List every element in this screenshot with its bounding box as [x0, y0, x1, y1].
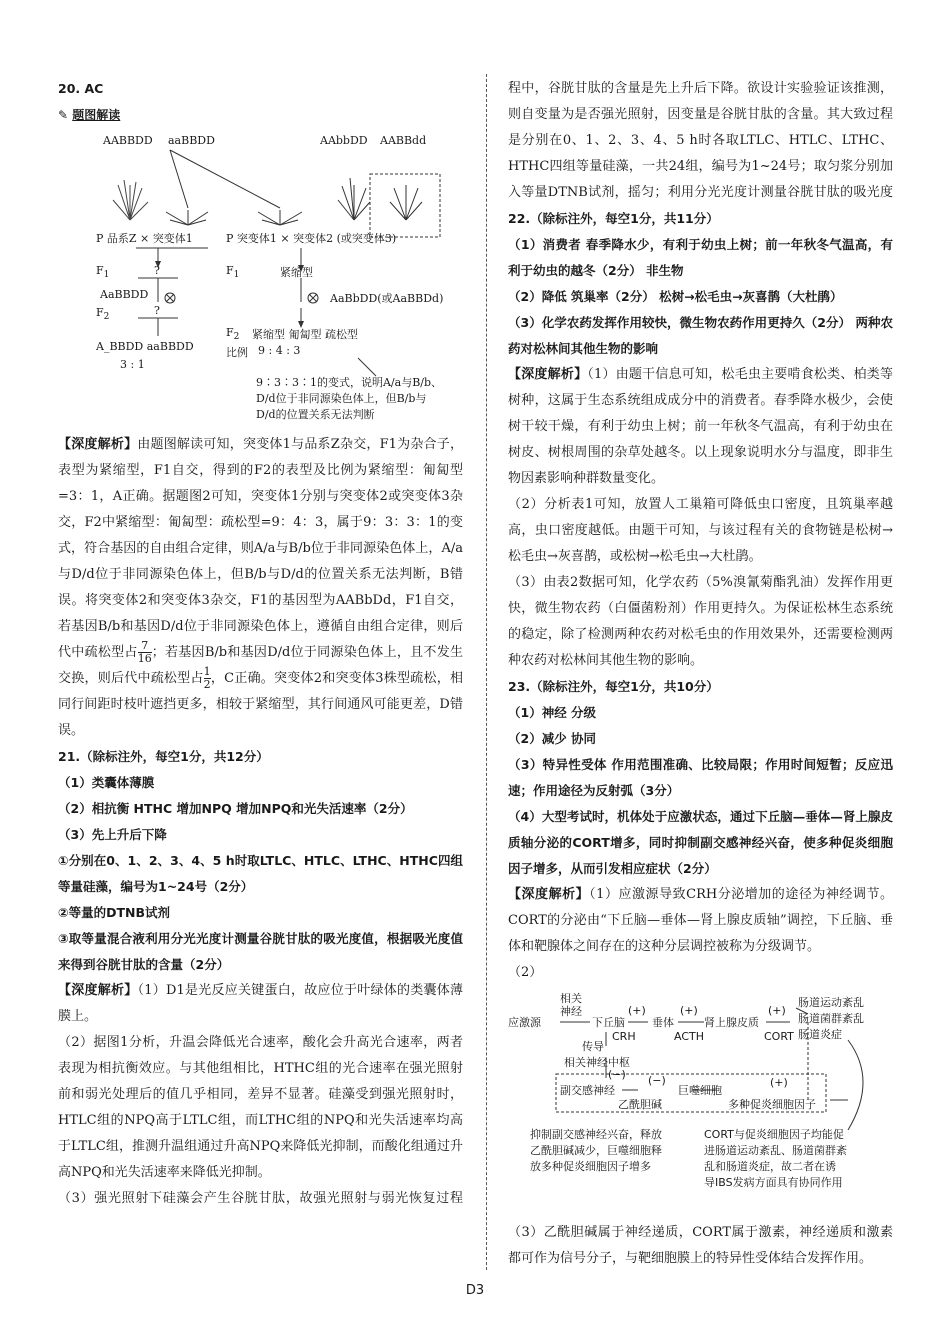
genetics-diagram [58, 130, 463, 430]
f1-label: $F_1$ [226, 264, 240, 281]
node-label: 相关 [560, 992, 582, 1005]
fraction: $\frac{7}{16}$ [137, 639, 152, 665]
effect-label: 肠道菌群紊乱 [798, 1012, 864, 1025]
diagram-note: 乙酰胆碱减少，巨噬细胞释 [530, 1144, 662, 1157]
q23-analysis-3: （3）乙酰胆碱属于神经递质，CORT属于激素，神经递质和激素都可作为信号分子，与靶细胞膜上的特异性受体结合发挥作用。 [508, 1225, 893, 1266]
q22-analysis-1: 【深度解析】（1）由题干信息可知，松毛虫主要啃食松类、柏类等树种，这属于生态系统组成成分中的消费者。春季降水极少，会使树干较干燥，有利于幼虫上树；前一年秋冬气温高，有利于幼虫在树皮、树根周围的杂草处越冬。以上现象说明水分与温度，即非生物因素影响种群数量变化。 [508, 367, 893, 486]
diagram-note: 进肠道运动紊乱、肠道菌群紊 [704, 1144, 847, 1157]
q21-heading: 21.（除标注外，每空1分，共12分） [58, 749, 269, 764]
phenotype-label: 紧缩型 [280, 266, 313, 279]
phenotype-labels: 紧缩型 匍匐型 疏松型 [252, 328, 358, 341]
q21-analysis-3-continued: 程中，谷胱甘肽的含量是先上升后下降。欲设计实验验证该推测，则自变量为是否强光照射，因变量是谷胱甘肽的含量。其大致过程是分别在0、1、2、3、4、5 h时各取LTLC、HTLC、LTHC、HTHC四组等量硅藻，一共24组，编号为1~24号；取匀浆分别加入等量DTNB试剂，摇匀；利用分光光度计测量谷胱甘肽的吸光度 [508, 81, 893, 200]
node-adrenal-cortex: 肾上腺皮质 [704, 1016, 759, 1029]
q23-analysis-1: 【深度解析】（1）应激源导致CRH分泌增加的途径为神经调节。CORT的分泌由“下丘脑—垂体—肾上腺皮质轴”调控，下丘脑、垂体和靶腺体之间存在的这种分层调控被称为分级调节。 [508, 887, 893, 954]
sign-label: (+) [768, 1004, 786, 1017]
ratio-label: A_BBDD aaBBDD [96, 340, 194, 353]
q21-analysis-3: （3）强光照射下硅藻会产生谷胱甘肽，故强光照射与弱光恢复过程 [58, 1191, 463, 1206]
diagram-note: D/d的位置关系无法判断 [256, 408, 375, 421]
ratio-values: 9 : 4 : 3 [258, 344, 301, 357]
diagram-note: D/d位于非同源染色体上，但B/b与 [256, 392, 427, 405]
node-hypothalamus: 下丘脑 [592, 1016, 625, 1029]
page-number: D3 [465, 1283, 485, 1298]
node-cort: CORT [764, 1030, 794, 1043]
cross-label: P 品系Z × 突变体1 [96, 232, 193, 245]
diagram-note: 导IBS发病方面具有协同作用 [704, 1176, 843, 1189]
q23-answer-3: （3）特异性受体 作用范围准确、比较局限；作用时间短暂；反应迅速；作用途径为反射弧（3分） [508, 757, 893, 798]
node-label: 副交感神经 [560, 1084, 615, 1097]
stress-pathway-diagram [508, 990, 893, 1220]
q21-answer-2: （2）相抗衡 HTHC 增加NPQ 增加NPQ和光失活速率（2分） [58, 801, 413, 816]
ratio-values: 3 : 1 [120, 358, 145, 371]
q21-answer-4: ①分别在0、1、2、3、4、5 h时取LTLC、HTLC、LTHC、HTHC四组等量硅藻，编号为1~24号（2分） [58, 853, 463, 894]
ratio-label: 比例 [226, 346, 248, 359]
effect-label: 肠道运动紊乱 [798, 996, 864, 1009]
diagram-note: 放多种促炎细胞因子增多 [530, 1160, 651, 1173]
q23-heading: 23.（除标注外，每空1分，共10分） [508, 679, 719, 694]
node-label: 多种促炎细胞因子 [728, 1098, 816, 1111]
q21-analysis-1: 【深度解析】（1）D1是光反应关键蛋白，故应位于叶绿体的类囊体薄膜上。 [58, 983, 463, 1024]
q22-analysis-3: （3）由表2数据可知，化学农药（5%溴氰菊酯乳油）发挥作用更快，微生物农药（白僵菌粉剂）作用更持久。为保证松林生态系统的稳定，除了检测两种农药对松毛虫的作用效果外，还需要检测两种农药对松林间其他生物的影响。 [508, 575, 893, 668]
q23-answer-1: （1）神经 分级 [508, 705, 597, 720]
node-pituitary: 垂体 [652, 1016, 674, 1029]
cross-label: P 突变体1 × 突变体2 (或突变体3) [226, 232, 397, 245]
sign-label: (+) [770, 1076, 788, 1089]
q20-heading: 20. AC [58, 81, 104, 96]
f2-label: $F_2$ [96, 306, 110, 323]
fraction: $\frac{1}{2}$ [203, 665, 211, 691]
node-label: 相关神经中枢 [564, 1056, 630, 1069]
q21-answer-6: ③取等量混合液利用分光光度计测量谷胱甘肽的吸光度值，根据吸光度值来得到谷胱甘肽的含量（2分） [58, 931, 463, 972]
q23-analysis-2-label: （2） [508, 965, 543, 980]
right-column [508, 76, 893, 1272]
node-label: 乙酰胆碱 [618, 1098, 662, 1111]
node-stressor: 应激源 [508, 1016, 541, 1029]
unknown-mark: ? [154, 264, 160, 277]
q22-heading: 22.（除标注外，每空1分，共11分） [508, 211, 719, 226]
node-label: CRH [612, 1030, 636, 1043]
genotype-label: AaBBDD [100, 288, 149, 301]
sign-label: (−) [608, 1068, 626, 1081]
q20-figure-title: ✎ 题图解读 [58, 108, 121, 122]
effect-label: 肠道炎症 [798, 1028, 842, 1041]
q23-answer-4: （4）大型考试时，机体处于应激状态，通过下丘脑—垂体—肾上腺皮质轴分泌的CORT增多，同时抑制副交感神经兴奋，使多种促炎细胞因子增多，从而引发相应症状（2分） [508, 809, 893, 876]
sign-label: (+) [628, 1004, 646, 1017]
q21-answer-5: ②等量的DTNB试剂 [58, 905, 170, 920]
genotype-label: aaBBDD [168, 134, 215, 147]
q21-analysis-2: （2）据图1分析，升温会降低光合速率，酸化会升高光合速率，两者表现为相抗衡效应。与其他组相比，HTHC组的光合速率在强光照射前和弱光处理后的值几乎相同，差异不显著。硅藻受到强光照射时，HTLC组的NPQ高于LTLC组，而LTHC组的NPQ和光失活速率均高于LTLC组，推测升温组通过升高NPQ来降低光抑制，而酸化组通过升高NPQ和光失活速率来降低光抑制。 [58, 1035, 463, 1180]
diagram-note: CORT与促炎细胞因子均能促 [704, 1128, 844, 1141]
node-label: 传导 [582, 1040, 604, 1053]
column-divider [486, 74, 487, 1270]
q21-answer-3: （3）先上升后下降 [58, 827, 167, 842]
genotype-label: AaBbDD(或AaBBDd) [330, 292, 444, 305]
genotype-label: AAbbDD [320, 134, 368, 147]
node-label: 神经 [560, 1005, 582, 1018]
node-label: ACTH [674, 1030, 705, 1043]
q22-analysis-2: （2）分析表1可知，放置人工巢箱可降低虫口密度，且筑巢率越高，虫口密度越低。由题干可知，与该过程有关的食物链是松树→松毛虫→灰喜鹊，或松树→松毛虫→大杜鹃。 [508, 497, 893, 564]
left-column [58, 76, 463, 1212]
genotype-label: AABBdd [380, 134, 427, 147]
diagram-note: 抑制副交感神经兴奋，释放 [530, 1128, 662, 1141]
q20-analysis: 【深度解析】由题图解读可知，突变体1与品系Z杂交，F1为杂合子，表型为紧缩型，F1自交，得到的F2的表型及比例为紧缩型：匍匐型=3：1，A正确。据题图2可知，突变体1分别与突变体2或突变体3杂交，F2中紧缩型：匍匐型：疏松型=9：4：3，属于9：3：3：1的变式，符合基因的自由组合定律，则A/a与B/b位于非同源染色体上，A/a与D/d位于非同源染色体上，但B/b与D/d的位置关系无法判断，B错误。将突变体2和突变体3杂交，F1的基因型为AABbDd，F1自交，若基因B/b和基因D/d位于非同源染色体上，遵循自由组合定律，则后代中疏松型占 $\frac{7}{16}$ ；若基因B/b和基因D/d位于同源染色体上，且不发生交换，则后代中疏松型占 $\frac{1}{2}$ ，C正确。突变体2和突变体3株型疏松，相同行间距时枝叶遮挡更多，相较于紧缩型，其行间通风可能更差，D错误。 [58, 437, 463, 738]
q22-answer-3: （3）化学农药发挥作用较快，微生物农药作用更持久（2分） 两种农药对松林间其他生物的影响 [508, 315, 893, 356]
node-label: 巨噬细胞 [678, 1084, 722, 1097]
q21-answer-1: （1）类囊体薄膜 [58, 775, 155, 790]
f1-label: $F_1$ [96, 264, 110, 281]
plant-icon [113, 180, 148, 220]
pencil-icon: ✎ [58, 108, 69, 122]
f2-label: $F_2$ [226, 326, 240, 343]
sign-label: (−) [648, 1074, 666, 1087]
diagram-note: 9∶3∶3∶1的变式，说明A/a与B/b、 [256, 376, 443, 389]
q22-answer-2: （2）降低 筑巢率（2分） 松树→松毛虫→灰喜鹊（大杜鹃） [508, 289, 843, 304]
unknown-mark: ? [154, 304, 160, 317]
diagram-note: 乱和肠道炎症，故二者在诱 [704, 1160, 836, 1173]
q22-answer-1: （1）消费者 春季降水少，有利于幼虫上树；前一年秋冬气温高，有利于幼虫的越冬（2分） 非生物 [508, 237, 893, 278]
genotype-label: AABBDD [103, 134, 153, 147]
sign-label: (+) [680, 1004, 698, 1017]
q23-answer-2: （2）减少 协同 [508, 731, 597, 746]
